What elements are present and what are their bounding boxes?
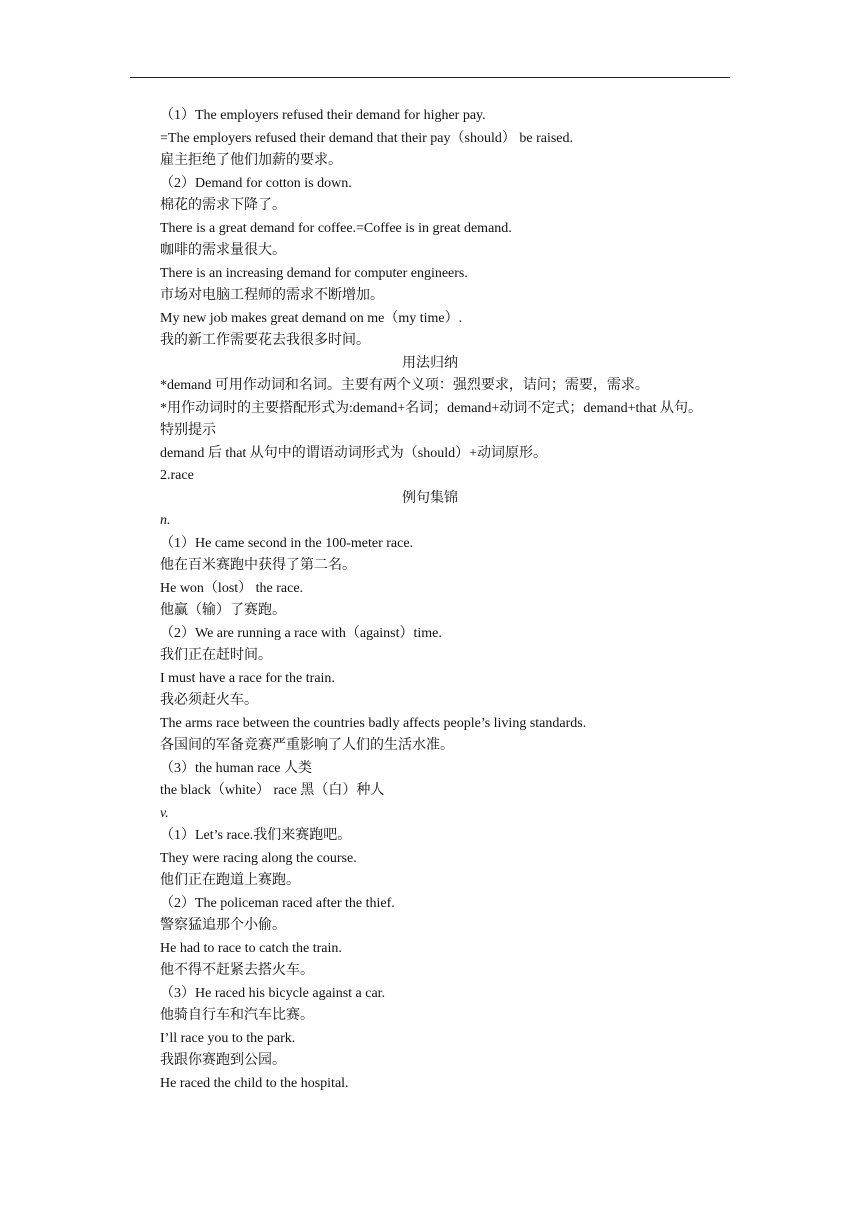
text-line: 雇主拒绝了他们加薪的要求。 [160, 153, 342, 168]
text-line: I must have a race for the train. [160, 670, 335, 686]
part-of-speech-label: v. [160, 805, 169, 821]
text-line: =The employers refused their demand that their pay（should） be raised. [160, 130, 573, 146]
text-line: 我们正在赶时间。 [160, 648, 272, 663]
text-line: 他赢（输）了赛跑。 [160, 603, 286, 618]
text-line: 我跟你赛跑到公园。 [160, 1053, 286, 1068]
text-line: There is an increasing demand for computer engineers. [160, 265, 468, 281]
text-line: demand 后 that 从句中的谓语动词形式为（should）+动词原形。 [160, 445, 548, 461]
text-line: *用作动词时的主要搭配形式为:demand+名词；demand+动词不定式；demand+that 从句。 [160, 400, 703, 416]
text-line: He raced the child to the hospital. [160, 1075, 349, 1091]
text-line: 棉花的需求下降了。 [160, 198, 286, 213]
text-line: the black（white） race 黑（白）种人 [160, 783, 385, 798]
text-line: 特别提示 [160, 423, 216, 438]
text-line: My new job makes great demand on me（my time）. [160, 310, 463, 326]
text-line: 警察猛追那个小偷。 [160, 918, 286, 933]
text-line: （3）He raced his bicycle against a car. [160, 985, 386, 1001]
part-of-speech-label: n. [160, 513, 171, 528]
text-line: 我的新工作需要花去我很多时间。 [160, 333, 370, 348]
text-line: （2）We are running a race with（against）time. [160, 625, 442, 641]
text-line: 咖啡的需求量很大。 [160, 243, 286, 258]
text-line: 2.race [160, 468, 194, 483]
text-line: 他不得不赶紧去搭火车。 [160, 963, 314, 978]
text-line: 他们正在跑道上赛跑。 [160, 873, 300, 888]
section-heading: 用法归纳 [402, 355, 458, 371]
text-line: （2）The policeman raced after the thief. [160, 895, 395, 911]
document-body [160, 105, 750, 1095]
text-line: （3）the human race 人类 [160, 760, 313, 776]
text-line: He won（lost） the race. [160, 580, 304, 596]
text-line: （1）The employers refused their demand for higher pay. [160, 108, 486, 123]
text-line: 各国间的军备竞赛严重影响了人们的生活水准。 [160, 738, 454, 753]
section-heading: 例句集锦 [402, 490, 458, 506]
text-line: 市场对电脑工程师的需求不断增加。 [160, 288, 384, 303]
text-line: 他骑自行车和汽车比赛。 [160, 1008, 314, 1023]
text-line: 他在百米赛跑中获得了第二名。 [160, 558, 356, 573]
text-line: 我必须赶火车。 [160, 693, 258, 708]
text-line: （1）He came second in the 100-meter race. [160, 535, 414, 551]
text-line: （2）Demand for cotton is down. [160, 175, 352, 191]
text-line: He had to race to catch the train. [160, 940, 342, 956]
text-line: There is a great demand for coffee.=Coffee is in great demand. [160, 220, 512, 236]
text-line: I’ll race you to the park. [160, 1030, 296, 1046]
text-line: *demand 可用作动词和名词。主要有两个义项：强烈要求，诘问；需要，需求。 [160, 378, 649, 393]
text-line: The arms race between the countries badly affects people’s living standards. [160, 715, 587, 731]
text-line: They were racing along the course. [160, 850, 357, 866]
text-line: （1）Let’s race.我们来赛跑吧。 [160, 828, 352, 843]
header-rule [130, 77, 730, 78]
